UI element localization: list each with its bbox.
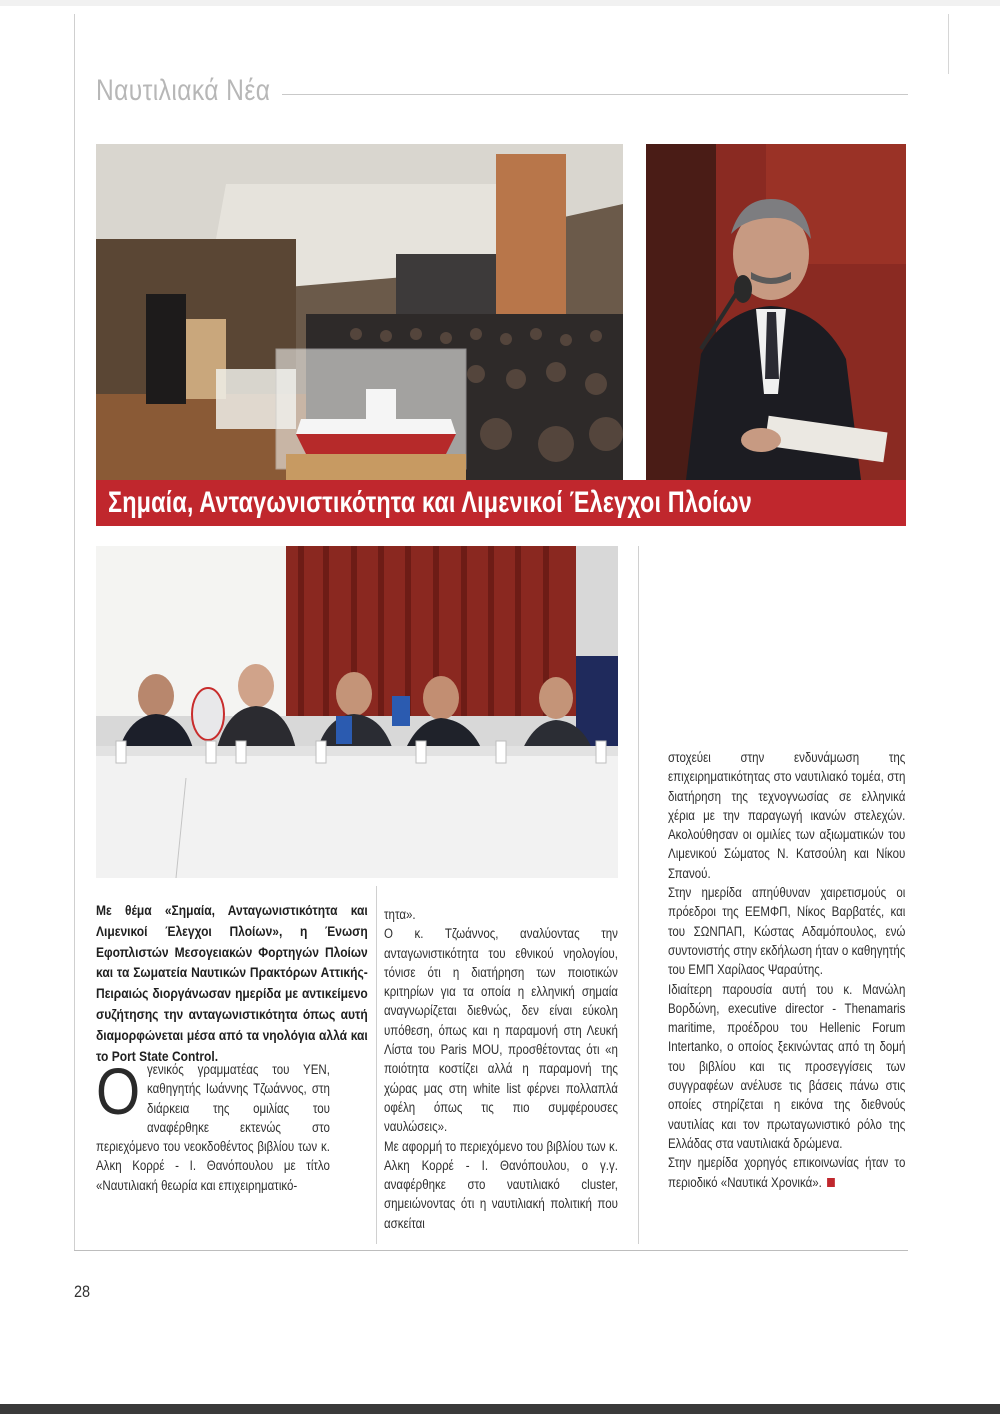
column-2-paragraph-3: Με αφορμή το περιεχόμενο του βιβλίου των κ. Αλκη Κορρέ - Ι. Θανόπουλου, ο γ.γ. αναφέρθηκε στο ναυτιλιακό cluster, σημειώνοντας ότι η ναυτιλιακή πολιτική που ασκείται [384,1138,618,1231]
article-column-1 [96,1054,368,1195]
page-edge [0,0,1000,6]
column-3-text [668,748,905,1192]
column-rule-2 [638,546,639,1244]
column-3-paragraph-2: Στην ημερίδα απηύθυναν χαιρετισμούς οι πρόεδροι της ΕΕΜΦΠ, Νίκος Βαρβατές, και του ΣΩΝΠΑΠ, Κώστας Αδαμόπουλος, ενώ συντονιστής στην εκδήλωση ήταν ο καθηγητής του ΕΜΠ Χαρίλαος Ψαραύτης. [668,885,906,978]
drop-cap: Ο [96,1054,141,1128]
column-2-text [384,905,618,1233]
section-rule [282,94,908,95]
column-3-paragraph-4 [668,1153,905,1192]
conference-hall-photo [96,144,623,480]
speaker-photo [646,144,906,480]
lead-text: Με θέμα «Σημαία, Ανταγωνιστικότητα και Λιμενικοί Έλεγχοι Πλοίων», η Ένωση Εφοπλιστών Μεσογειακών Φορτηγών Πλοίων και τα Σωματεία Ναυτικών Πρακτόρων Αττικής-Πειραιώς διοργάνωσαν ημερίδα με αντικείμενο συζήτησης την ανταγωνιστικότητα όπως αυτή διαμορφώνεται μέσα από τα νηολόγια αλλά και το Port State Control. [96,902,368,1064]
panel-photo [96,546,618,878]
column-3-closing-text: Στην ημερίδα χορηγός επικοινωνίας ήταν το περιοδικό «Ναυτικά Χρονικά». [668,1155,906,1190]
right-margin-rule [948,14,949,74]
article-column-2 [384,905,618,1233]
end-of-article-icon [827,1178,835,1187]
article-lead [96,900,368,1066]
article-column-3 [668,748,906,1192]
column-1-text [96,1054,330,1195]
column-1-body: γενικός γραμματέας του ΥΕΝ, καθηγητής Ιωάννης Τζωάννος, στη διάρκεια της ομιλίας του αναφέρθηκε εκτενώς στο περιεχόμενο του νεοκδοθέντος βιβλίου των κ. Αλκη Κορρέ - Ι. Θανόπουλου με τίτλο «Ναυτιλιακή θεωρία και επιχειρηματικό- [96,1062,330,1193]
headline-bar [96,480,906,526]
headline-title: Σημαία, Ανταγωνιστικότητα και Λιμενικοί Έλεγχοι Πλοίων [108,486,752,519]
page-number: 28 [74,1282,91,1301]
section-title: Ναυτιλιακά Νέα [96,74,271,107]
column-2-paragraph-1: τητα». [384,907,416,922]
column-rule-1 [376,886,377,1244]
left-margin-rule [74,14,75,1250]
column-2-paragraph-2: Ο κ. Τζωάννος, αναλύοντας την ανταγωνιστικότητα του εθνικού νηολογίου, τόνισε ότι η διατήρηση των ποιοτικών κριτηρίων για τα οποία η ελληνική σημαία αναγνωρίζεται διεθνώς, δεν είναι εύκολη υπόθεση, όπως και η παραμονή στη Λευκή Λίστα του Paris MOU, προσθέτοντας ότι «η ποιότητα κοστίζει αλλά η παραμονή της χώρας μας στη white list φέρνει πολλαπλά οφέλη όπως τις πιο συμφέρουσες ναυλώσεις». [384,926,618,1135]
footer-rule [74,1250,908,1251]
bottom-band [0,1404,1000,1414]
column-3-paragraph-1: στοχεύει στην ενδυνάμωση της επιχειρηματικότητας στο ναυτιλιακό τομέα, στη διατήρηση της τεχνογνωσίας σε ελληνικά χέρια με την παραγωγή ικανών στελεχών. Ακολούθησαν οι ομιλίες των αξιωματικών του Λιμενικού Σώματος Ν. Κατσούλη και Νίκου Σπανού. [668,750,906,881]
column-3-paragraph-3: Ιδιαίτερη παρουσία αυτή του κ. Μανώλη Βορδώνη, executive director - Thenamaris maritime, προέδρου του Hellenic Forum Intertanko, ο οποίος ξεκινώντας από τη δομή του βιβλίου και τις προσεγγίσεις των συγγραφέων ανέλυσε τις βάσεις πάνω στις οποίες στηρίζεται η εικόνα της διεθνούς ναυτιλίας και τον πρωταγωνιστικό ρόλο της Ελλάδας στα ναυτιλιακά δρώμενα. [668,981,906,1151]
